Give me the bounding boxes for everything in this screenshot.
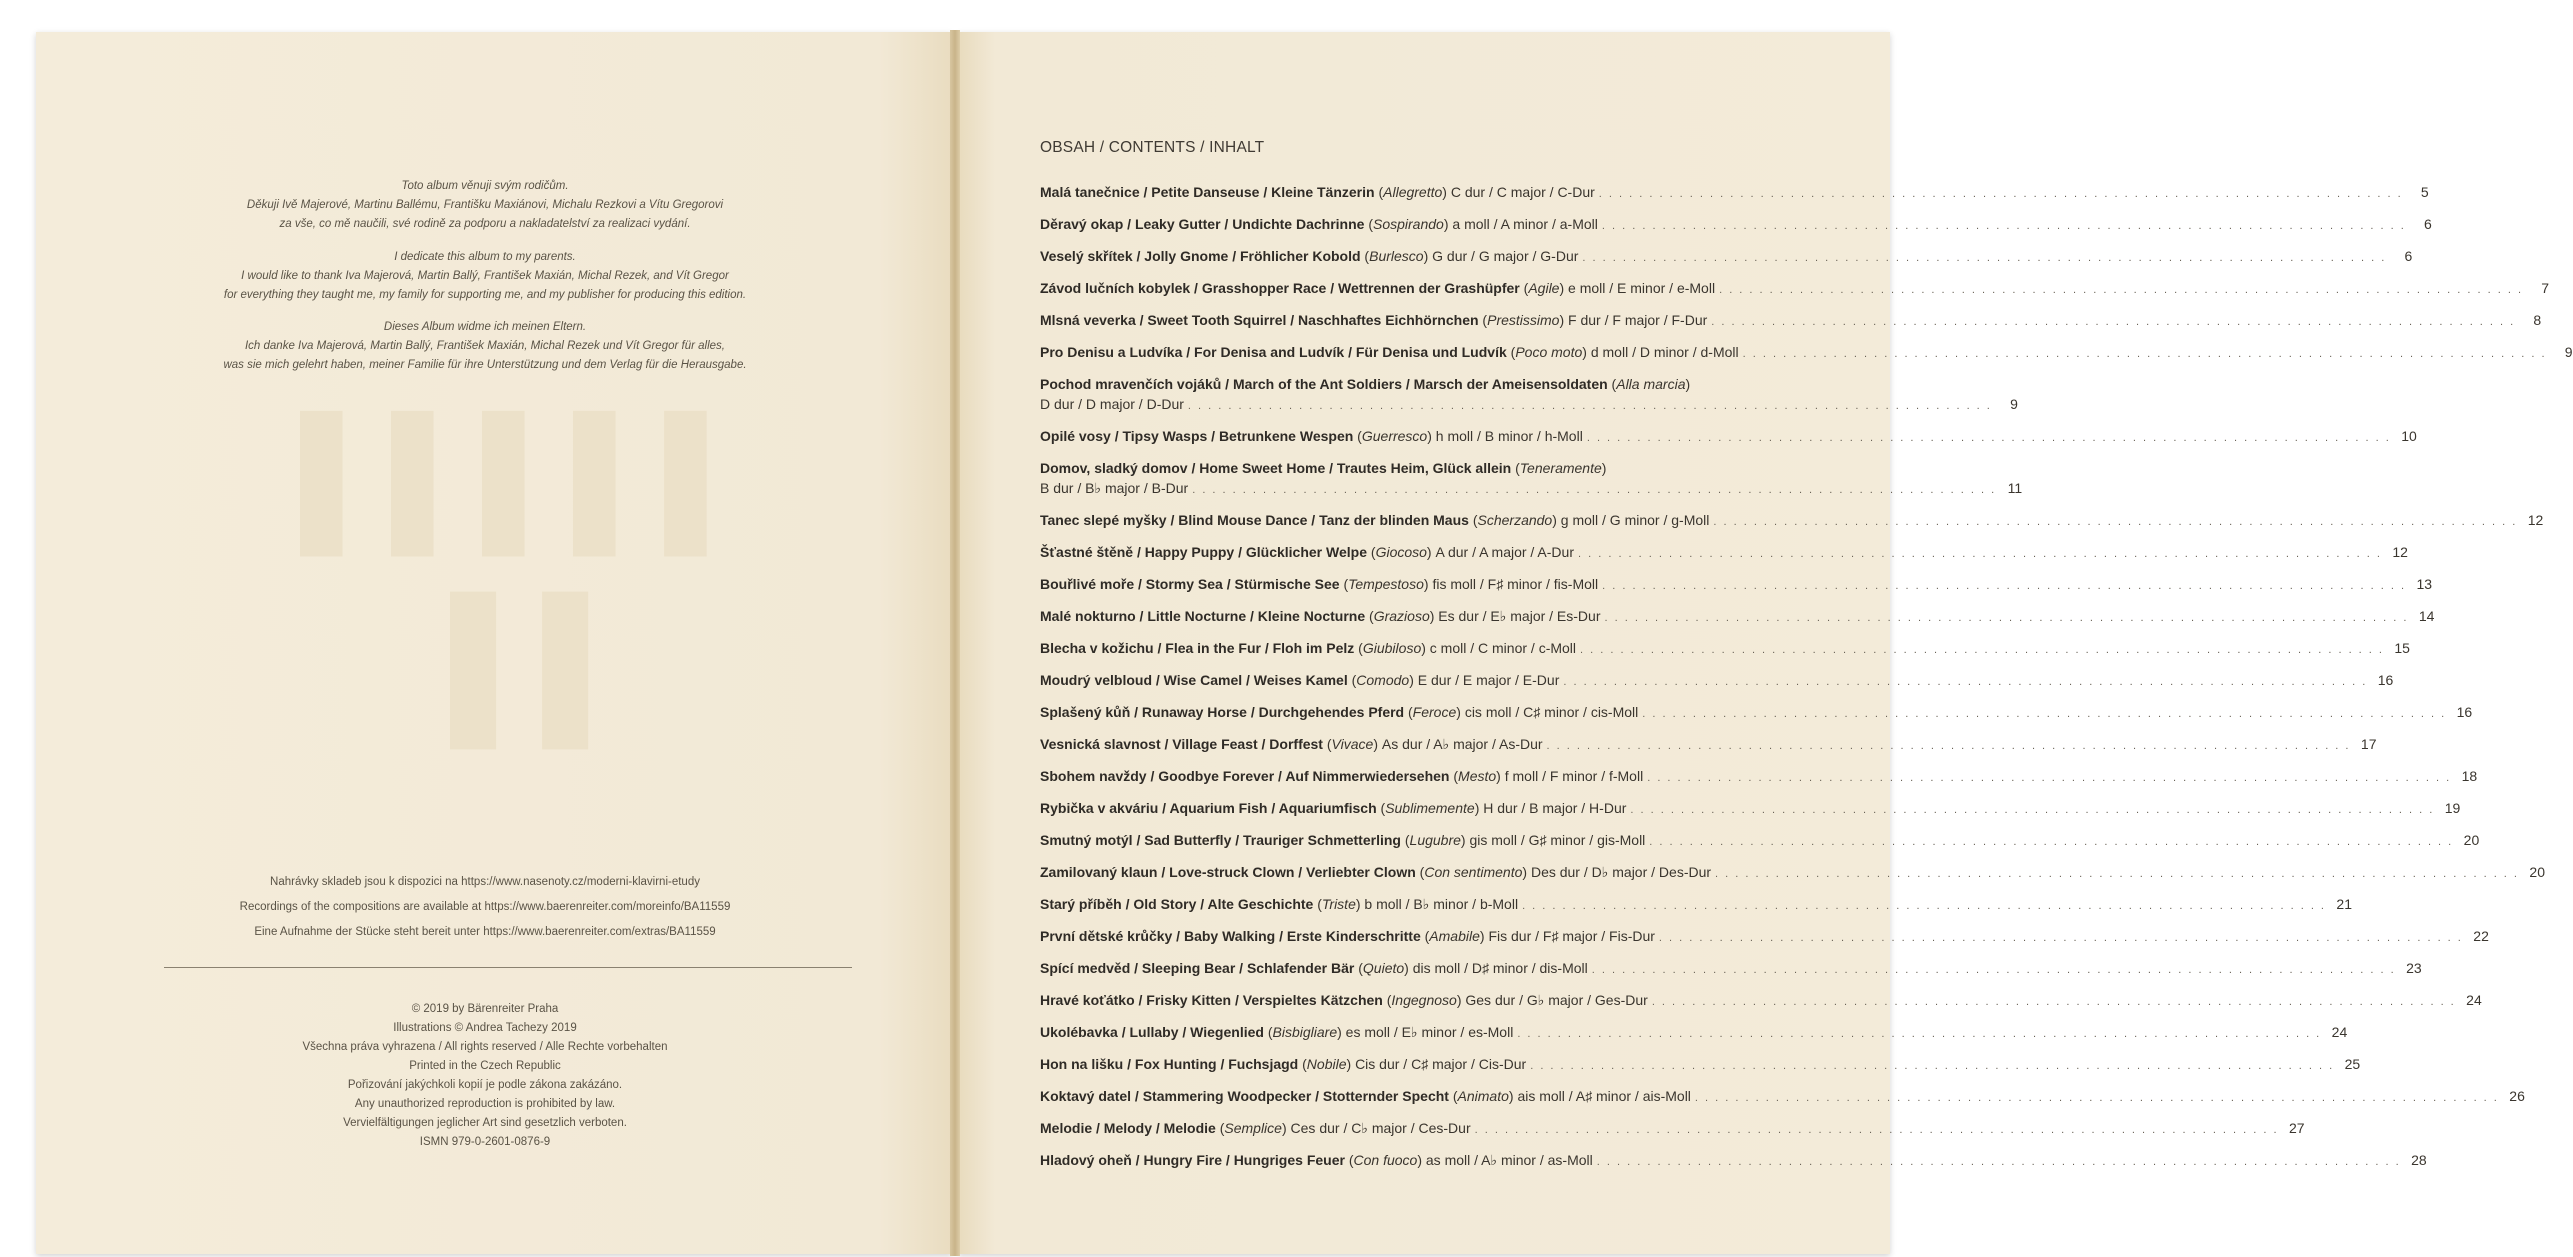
toc-entry <box>1040 512 2544 532</box>
toc-entry <box>1040 280 2550 300</box>
toc-entry <box>1040 896 2352 916</box>
toc-title: Mlsná veverka / Sweet Tooth Squirrel / Naschhaftes Eichhörnchen <box>1040 312 1479 328</box>
toc-key: D dur / D major / D-Dur <box>1040 396 1184 412</box>
toc-title: Veselý skřítek / Jolly Gnome / Fröhlicher Kobold <box>1040 248 1361 264</box>
dedication-czech <box>200 177 770 234</box>
toc-page-number: 8 <box>2533 312 2542 328</box>
toc-key: g moll / G minor / g-Moll <box>1560 512 1710 528</box>
divider-rule <box>164 967 852 968</box>
toc-entry <box>1040 544 2408 564</box>
toc-page-number: 15 <box>2394 640 2410 656</box>
toc-page-number: 10 <box>2401 428 2417 444</box>
toc-tempo: Burlesco <box>1369 248 1424 264</box>
toc-line: Starý příběh / Old Story / Alte Geschichte ( Triste ) b moll / B♭ minor / b-Moll . . . . . . . . . . . . . . . . . . . . . . . . . . . . . . . . . . . . . . . . . . . . . . . . . . . . . . . . . . . . . . . . . . . . . . . . . . . . . . . . 21 <box>1040 896 2352 912</box>
toc-title: Šťastné štěně / Happy Puppy / Glücklicher Welpe <box>1040 544 1367 560</box>
toc-entry <box>1040 1120 2305 1140</box>
toc-page-number: 6 <box>2424 216 2432 232</box>
toc-leader-dots: . . . . . . . . . . . . . . . . . . . . . . . . . . . . . . . . . . . . . . . . . . . . . . . . . . . . . . . . . . . . . . . . . . . . . . . . . . . . . . . . <box>1651 996 2456 1008</box>
toc-title: Starý příběh / Old Story / Alte Geschichte <box>1040 896 1314 912</box>
toc-tempo: Lugubre <box>1409 832 1461 848</box>
toc-entry <box>1040 184 2429 204</box>
dedication-line: Dieses Album widme ich meinen Eltern. <box>383 321 587 333</box>
dedication-line: I would like to thank Iva Majerová, Martin Ballý, František Maxián, Michal Rezek, and Vít Gregor <box>241 270 729 282</box>
toc-title: Pro Denisu a Ludvíka / For Denisa and Ludvík / Für Denisa und Ludvík <box>1040 344 1507 360</box>
toc-entry <box>1040 344 2573 364</box>
toc-line: Veselý skřítek / Jolly Gnome / Fröhlicher Kobold ( Burlesco ) G dur / G major / G-Dur . . . . . . . . . . . . . . . . . . . . . . . . . . . . . . . . . . . . . . . . . . . . . . . . . . . . . . . . . . . . . . . . . . . . . . . . . . . . . . . . 6 <box>1040 248 2413 264</box>
imprint-line: Pořizování jakýchkoli kopií je podle zákona zakázáno. <box>347 1079 623 1091</box>
toc-leader-dots: . . . . . . . . . . . . . . . . . . . . . . . . . . . . . . . . . . . . . . . . . . . . . . . . . . . . . . . . . . . . . . . . . . . . . . . . . . . . . . . . <box>1530 1060 2335 1072</box>
toc-line: Spící medvěd / Sleeping Bear / Schlafender Bär ( Quieto ) dis moll / D♯ minor / dis-Moll . . . . . . . . . . . . . . . . . . . . . . . . . . . . . . . . . . . . . . . . . . . . . . . . . . . . . . . . . . . . . . . . . . . . . . . . . . . . . . . . 23 <box>1040 960 2422 976</box>
toc-leader-dots: . . . . . . . . . . . . . . . . . . . . . . . . . . . . . . . . . . . . . . . . . . . . . . . . . . . . . . . . . . . . . . . . . . . . . . . . . . . . . . . . <box>1517 1028 2322 1040</box>
toc-line: Mlsná veverka / Sweet Tooth Squirrel / Naschhaftes Eichhörnchen ( Prestissimo ) F dur / F major / F-Dur . . . . . . . . . . . . . . . . . . . . . . . . . . . . . . . . . . . . . . . . . . . . . . . . . . . . . . . . . . . . . . . . . . . . . . . . . . . . . . . . 8 <box>1040 312 2542 328</box>
toc-line: Sbohem navždy / Goodbye Forever / Auf Nimmerwiedersehen ( Mesto ) f moll / F minor / f-Moll . . . . . . . . . . . . . . . . . . . . . . . . . . . . . . . . . . . . . . . . . . . . . . . . . . . . . . . . . . . . . . . . . . . . . . . . . . . . . . . . 18 <box>1040 768 2478 784</box>
toc-title: Hon na lišku / Fox Hunting / Fuchsjagd <box>1040 1056 1299 1072</box>
toc-page-number: 24 <box>2466 992 2482 1008</box>
toc-page-number: 16 <box>2377 672 2394 688</box>
toc-entry <box>1040 800 2461 820</box>
toc-leader-dots: . . . . . . . . . . . . . . . . . . . . . . . . . . . . . . . . . . . . . . . . . . . . . . . . . . . . . . . . . . . . . . . . . . . . . . . . . . . . . . . . <box>1694 1092 2499 1104</box>
dedication-line: za vše, co mě naučili, své rodině za podporu a nakladatelství za realizaci vydání. <box>279 218 691 230</box>
dedication-line: Děkuji Ivě Majerové, Martinu Ballému, Františku Maxiánovi, Michalu Rezkovi a Vítu Gregorovi <box>246 199 724 211</box>
toc-key: ais moll / A♯ minor / ais-Moll <box>1517 1088 1691 1104</box>
dedication-english <box>200 248 770 305</box>
toc-leader-dots: . . . . . . . . . . . . . . . . . . . . . . . . . . . . . . . . . . . . . . . . . . . . . . . . . . . . . . . . . . . . . . . . . . . . . . . . . . . . . . . . <box>1649 836 2454 848</box>
toc-leader-dots: . . . . . . . . . . . . . . . . . . . . . . . . . . . . . . . . . . . . . . . . . . . . . . . . . . . . . . . . . . . . . . . . . . . . . . . . . . . . . . . . <box>1580 644 2384 656</box>
toc-tempo: Nobile <box>1306 1056 1347 1072</box>
toc-tempo: Comodo <box>1356 672 1410 688</box>
toc-page-number: 25 <box>2344 1056 2361 1072</box>
toc-entry <box>1040 992 2482 1012</box>
toc-key: a moll / A minor / a-Moll <box>1452 216 1598 232</box>
toc-key: As dur / A♭ major / As-Dur <box>1381 736 1543 752</box>
toc-line: Šťastné štěně / Happy Puppy / Glücklicher Welpe ( Giocoso ) A dur / A major / A-Dur . . . . . . . . . . . . . . . . . . . . . . . . . . . . . . . . . . . . . . . . . . . . . . . . . . . . . . . . . . . . . . . . . . . . . . . . . . . . . . . . 12 <box>1040 544 2408 560</box>
toc-tempo: Teneramente <box>1519 460 1602 476</box>
toc-title: Rybička v akváriu / Aquarium Fish / Aquariumfisch <box>1040 800 1377 816</box>
toc-line: Bouřlivé moře / Stormy Sea / Stürmische See ( Tempestoso ) fis moll / F♯ minor / fis-Moll . . . . . . . . . . . . . . . . . . . . . . . . . . . . . . . . . . . . . . . . . . . . . . . . . . . . . . . . . . . . . . . . . . . . . . . . . . . . . . . . 13 <box>1040 576 2433 592</box>
toc-tempo: Allegretto <box>1383 184 1443 200</box>
toc-page-number: 21 <box>2336 896 2352 912</box>
toc-title: Pochod mravenčích vojáků / March of the Ant Soldiers / Marsch der Ameisensoldaten <box>1040 376 1608 392</box>
toc-key: d moll / D minor / d-Moll <box>1590 344 1739 360</box>
toc-entry <box>1040 928 2489 948</box>
toc-title: Děravý okap / Leaky Gutter / Undichte Dachrinne <box>1040 216 1365 232</box>
toc-tempo: Tempestoso <box>1348 576 1424 592</box>
toc-tempo: Quieto <box>1362 960 1405 976</box>
toc-key: Des dur / D♭ major / Des-Dur <box>1530 864 1712 880</box>
toc-key: f moll / F minor / f-Moll <box>1504 768 1644 784</box>
toc-key: es moll / E♭ minor / es-Moll <box>1345 1024 1514 1040</box>
toc-key: as moll / A♭ minor / as-Moll <box>1425 1152 1593 1168</box>
toc-tempo: Prestissimo <box>1487 312 1560 328</box>
toc-title: Smutný motýl / Sad Butterfly / Trauriger Schmetterling <box>1040 832 1401 848</box>
toc-title: Ukolébavka / Lullaby / Wiegenlied <box>1040 1024 1264 1040</box>
toc-page-number: 12 <box>2392 544 2408 560</box>
toc-line: Pochod mravenčích vojáků / March of the Ant Soldiers / Marsch der Ameisensoldaten ( Alla marcia ) <box>1040 376 1695 392</box>
toc-leader-dots: . . . . . . . . . . . . . . . . . . . . . . . . . . . . . . . . . . . . . . . . . . . . . . . . . . . . . . . . . . . . . . . . . . . . . . . . . . . . . . . . <box>1742 348 2547 360</box>
toc-page-number: 16 <box>2456 704 2473 720</box>
toc-line: Hravé koťátko / Frisky Kitten / Verspieltes Kätzchen ( Ingegnoso ) Ges dur / G♭ major / Ges-Dur . . . . . . . . . . . . . . . . . . . . . . . . . . . . . . . . . . . . . . . . . . . . . . . . . . . . . . . . . . . . . . . . . . . . . . . . . . . . . . . . 24 <box>1040 992 2482 1008</box>
toc-page-number: 7 <box>2541 280 2550 296</box>
toc-title: První dětské krůčky / Baby Walking / Erste Kinderschritte <box>1040 928 1421 944</box>
toc-tempo: Amabile <box>1429 928 1480 944</box>
toc-title: Tanec slepé myšky / Blind Mouse Dance / Tanz der blinden Maus <box>1040 512 1469 528</box>
toc-entry <box>1040 960 2422 980</box>
toc-tempo: Sospirando <box>1373 216 1444 232</box>
toc-page-number: 12 <box>2527 512 2544 528</box>
toc-key: F dur / F major / F-Dur <box>1568 312 1708 328</box>
toc-tempo: Con fuoco <box>1353 1152 1418 1168</box>
toc-tempo: Con sentimento <box>1424 864 1523 880</box>
toc-line: Děravý okap / Leaky Gutter / Undichte Dachrinne ( Sospirando ) a moll / A minor / a-Moll . . . . . . . . . . . . . . . . . . . . . . . . . . . . . . . . . . . . . . . . . . . . . . . . . . . . . . . . . . . . . . . . . . . . . . . . . . . . . . . . 6 <box>1040 216 2432 232</box>
show-through-mark: ▌▌▌▌▌ <box>300 412 756 546</box>
toc-tempo: Bisbigliare <box>1272 1024 1338 1040</box>
toc-leader-dots: . . . . . . . . . . . . . . . . . . . . . . . . . . . . . . . . . . . . . . . . . . . . . . . . . . . . . . . . . . . . . . . . . . . . . . . . . . . . . . . . <box>1713 516 2518 528</box>
dedication-line: I dedicate this album to my parents. <box>394 251 576 263</box>
toc-title: Melodie / Melody / Melodie <box>1040 1120 1216 1136</box>
imprint-line: ISMN 979-0-2601-0876-9 <box>419 1136 551 1148</box>
toc-leader-dots: . . . . . . . . . . . . . . . . . . . . . . . . . . . . . . . . . . . . . . . . . . . . . . . . . . . . . . . . . . . . . . . . . . . . . . . . . . . . . . . . <box>1642 708 2447 720</box>
toc-line: Tanec slepé myšky / Blind Mouse Dance / Tanz der blinden Maus ( Scherzando ) g moll / G minor / g-Moll . . . . . . . . . . . . . . . . . . . . . . . . . . . . . . . . . . . . . . . . . . . . . . . . . . . . . . . . . . . . . . . . . . . . . . . . . . . . . . . . 12 <box>1040 512 2544 528</box>
imprint-line: Vervielfältigungen jeglicher Art sind gesetzlich verboten. <box>343 1117 627 1129</box>
toc-entry <box>1040 672 2394 692</box>
toc-entry <box>1040 736 2377 756</box>
toc-key: E dur / E major / E-Dur <box>1417 672 1560 688</box>
toc-key: G dur / G major / G-Dur <box>1432 248 1579 264</box>
toc-line: Blecha v kožichu / Flea in the Fur / Floh im Pelz ( Giubiloso ) c moll / C minor / c-Moll . . . . . . . . . . . . . . . . . . . . . . . . . . . . . . . . . . . . . . . . . . . . . . . . . . . . . . . . . . . . . . . . . . . . . . . . . . . . . . . . 15 <box>1040 640 2410 656</box>
toc-line: Ukolébavka / Lullaby / Wiegenlied ( Bisbigliare ) es moll / E♭ minor / es-Moll . . . . . . . . . . . . . . . . . . . . . . . . . . . . . . . . . . . . . . . . . . . . . . . . . . . . . . . . . . . . . . . . . . . . . . . . . . . . . . . . 24 <box>1040 1024 2348 1040</box>
toc-leader-dots: . . . . . . . . . . . . . . . . . . . . . . . . . . . . . . . . . . . . . . . . . . . . . . . . . . . . . . . . . . . . . . . . . . . . . . . . . . . . . . . . <box>1647 772 2452 784</box>
toc-key: Fis dur / F♯ major / Fis-Dur <box>1488 928 1655 944</box>
toc-leader-dots: . . . . . . . . . . . . . . . . . . . . . . . . . . . . . . . . . . . . . . . . . . . . . . . . . . . . . . . . . . . . . . . . . . . . . . . . . . . . . . . . <box>1192 484 1997 496</box>
toc-title: Blecha v kožichu / Flea in the Fur / Floh im Pelz <box>1040 640 1355 656</box>
toc-key: cis moll / C♯ minor / cis-Moll <box>1464 704 1639 720</box>
toc-line: Zamilovaný klaun / Love-struck Clown / Verliebter Clown ( Con sentimento ) Des dur / D♭ major / Des-Dur . . . . . . . . . . . . . . . . . . . . . . . . . . . . . . . . . . . . . . . . . . . . . . . . . . . . . . . . . . . . . . . . . . . . . . . . . . . . . . . . 20 <box>1040 864 2545 880</box>
toc-leader-dots: . . . . . . . . . . . . . . . . . . . . . . . . . . . . . . . . . . . . . . . . . . . . . . . . . . . . . . . . . . . . . . . . . . . . . . . . . . . . . . . . <box>1602 580 2407 592</box>
toc-leader-dots: . . . . . . . . . . . . . . . . . . . . . . . . . . . . . . . . . . . . . . . . . . . . . . . . . . . . . . . . . . . . . . . . . . . . . . . . . . . . . . . . <box>1474 1124 2279 1136</box>
contents-heading: OBSAH / CONTENTS / INHALT <box>1040 139 1265 156</box>
toc-title: Sbohem navždy / Goodbye Forever / Auf Nimmerwiedersehen <box>1040 768 1450 784</box>
toc-leader-dots: . . . . . . . . . . . . . . . . . . . . . . . . . . . . . . . . . . . . . . . . . . . . . . . . . . . . . . . . . . . . . . . . . . . . . . . . . . . . . . . . <box>1711 316 2516 328</box>
toc-tempo: Alla marcia <box>1616 376 1686 392</box>
toc-page-number: 20 <box>2529 864 2545 880</box>
toc-title: Zamilovaný klaun / Love-struck Clown / Verliebter Clown <box>1040 864 1416 880</box>
toc-leader-dots: . . . . . . . . . . . . . . . . . . . . . . . . . . . . . . . . . . . . . . . . . . . . . . . . . . . . . . . . . . . . . . . . . . . . . . . . . . . . . . . . <box>1596 1156 2401 1168</box>
toc-title: Malé nokturno / Little Nocturne / Kleine Nocturne <box>1040 608 1366 624</box>
dedication-line: Toto album věnuji svým rodičům. <box>401 180 569 192</box>
toc-leader-dots: . . . . . . . . . . . . . . . . . . . . . . . . . . . . . . . . . . . . . . . . . . . . . . . . . . . . . . . . . . . . . . . . . . . . . . . . . . . . . . . . <box>1546 740 2351 752</box>
toc-line: Melodie / Melody / Melodie ( Semplice ) Ces dur / C♭ major / Ces-Dur . . . . . . . . . . . . . . . . . . . . . . . . . . . . . . . . . . . . . . . . . . . . . . . . . . . . . . . . . . . . . . . . . . . . . . . . . . . . . . . . 27 <box>1040 1120 2305 1136</box>
show-through-mark: ▌▌ <box>450 592 635 738</box>
imprint-line: Illustrations © Andrea Tachezy 2019 <box>393 1022 577 1034</box>
toc-entry <box>1040 1088 2525 1108</box>
toc-page-number: 28 <box>2411 1152 2427 1168</box>
toc-tempo: Vivace <box>1331 736 1374 752</box>
toc-title: Koktavý datel / Stammering Woodpecker / Stotternder Specht <box>1040 1088 1449 1104</box>
imprint-line: Všechna práva vyhrazena / All rights reserved / Alle Rechte vorbehalten <box>302 1041 668 1053</box>
toc-title: Hladový oheň / Hungry Fire / Hungriges Feuer <box>1040 1152 1345 1168</box>
toc-tempo: Giocoso <box>1375 544 1427 560</box>
toc-line: Splašený kůň / Runaway Horse / Durchgehendes Pferd ( Feroce ) cis moll / C♯ minor / cis-Moll . . . . . . . . . . . . . . . . . . . . . . . . . . . . . . . . . . . . . . . . . . . . . . . . . . . . . . . . . . . . . . . . . . . . . . . . . . . . . . . . 16 <box>1040 704 2473 720</box>
toc-key: dis moll / D♯ minor / dis-Moll <box>1412 960 1588 976</box>
toc-title: Moudrý velbloud / Wise Camel / Weises Kamel <box>1040 672 1348 688</box>
toc-line: Hladový oheň / Hungry Fire / Hungriges Feuer ( Con fuoco ) as moll / A♭ minor / as-Moll . . . . . . . . . . . . . . . . . . . . . . . . . . . . . . . . . . . . . . . . . . . . . . . . . . . . . . . . . . . . . . . . . . . . . . . . . . . . . . . . 28 <box>1040 1152 2427 1168</box>
toc-entry <box>1040 460 2023 500</box>
toc-key: H dur / B major / H-Dur <box>1483 800 1627 816</box>
toc-title: Vesnická slavnost / Village Feast / Dorffest <box>1040 736 1323 752</box>
toc-page-number: 5 <box>2420 184 2429 200</box>
toc-entry <box>1040 1024 2348 1044</box>
imprint-line: © 2019 by Bärenreiter Praha <box>411 1003 559 1015</box>
toc-line: Malá tanečnice / Petite Danseuse / Kleine Tänzerin ( Allegretto ) C dur / C major / C-Dur . . . . . . . . . . . . . . . . . . . . . . . . . . . . . . . . . . . . . . . . . . . . . . . . . . . . . . . . . . . . . . . . . . . . . . . . . . . . . . . . 5 <box>1040 184 2429 200</box>
toc-key: Ces dur / C♭ major / Ces-Dur <box>1290 1120 1471 1136</box>
toc-page-number: 20 <box>2463 832 2480 848</box>
recordings-info <box>200 870 770 945</box>
toc-page-number: 14 <box>2418 608 2435 624</box>
toc-entry <box>1040 1056 2361 1076</box>
toc-entry <box>1040 832 2480 852</box>
toc-line: Závod lučních kobylek / Grasshopper Race / Wettrennen der Grashüpfer ( Agile ) e moll / E minor / e-Moll . . . . . . . . . . . . . . . . . . . . . . . . . . . . . . . . . . . . . . . . . . . . . . . . . . . . . . . . . . . . . . . . . . . . . . . . . . . . . . . . 7 <box>1040 280 2550 296</box>
toc-title: Domov, sladký domov / Home Sweet Home / Trautes Heim, Glück allein <box>1040 460 1512 476</box>
toc-key: b moll / B♭ minor / b-Moll <box>1364 896 1519 912</box>
toc-page-number: 9 <box>2010 396 2018 412</box>
toc-page-number: 11 <box>2007 480 2023 496</box>
toc-page-number: 6 <box>2404 248 2413 264</box>
imprint-line: Any unauthorized reproduction is prohibited by law. <box>354 1098 616 1110</box>
toc-entry <box>1040 428 2417 448</box>
toc-tempo: Agile <box>1528 280 1560 296</box>
toc-line: Malé nokturno / Little Nocturne / Kleine Nocturne ( Grazioso ) Es dur / E♭ major / Es-Dur . . . . . . . . . . . . . . . . . . . . . . . . . . . . . . . . . . . . . . . . . . . . . . . . . . . . . . . . . . . . . . . . . . . . . . . . . . . . . . . . 14 <box>1040 608 2435 624</box>
toc-entry <box>1040 1152 2427 1172</box>
toc-line: První dětské krůčky / Baby Walking / Erste Kinderschritte ( Amabile ) Fis dur / F♯ major / Fis-Dur . . . . . . . . . . . . . . . . . . . . . . . . . . . . . . . . . . . . . . . . . . . . . . . . . . . . . . . . . . . . . . . . . . . . . . . . . . . . . . . . 22 <box>1040 928 2489 944</box>
toc-page-number: 27 <box>2288 1120 2305 1136</box>
toc-page-number: 26 <box>2509 1088 2525 1104</box>
toc-title: Bouřlivé moře / Stormy Sea / Stürmische See <box>1040 576 1340 592</box>
toc-key: Ges dur / G♭ major / Ges-Dur <box>1465 992 1648 1008</box>
toc-tempo: Feroce <box>1412 704 1457 720</box>
toc-entry <box>1040 864 2545 884</box>
toc-line: Koktavý datel / Stammering Woodpecker / Stotternder Specht ( Animato ) ais moll / A♯ minor / ais-Moll . . . . . . . . . . . . . . . . . . . . . . . . . . . . . . . . . . . . . . . . . . . . . . . . . . . . . . . . . . . . . . . . . . . . . . . . . . . . . . . . 26 <box>1040 1088 2525 1104</box>
dedication-german <box>200 318 770 375</box>
toc-title: Hravé koťátko / Frisky Kitten / Verspieltes Kätzchen <box>1040 992 1383 1008</box>
toc-tempo: Poco moto <box>1515 344 1583 360</box>
toc-entry <box>1040 312 2542 332</box>
toc-leader-dots: . . . . . . . . . . . . . . . . . . . . . . . . . . . . . . . . . . . . . . . . . . . . . . . . . . . . . . . . . . . . . . . . . . . . . . . . . . . . . . . . <box>1601 220 2406 232</box>
toc-page-number: 9 <box>2564 344 2573 360</box>
toc-key: C dur / C major / C-Dur <box>1450 184 1595 200</box>
imprint <box>250 1000 720 1152</box>
toc-line: Domov, sladký domov / Home Sweet Home / Trautes Heim, Glück allein ( Teneramente ) <box>1040 460 1611 476</box>
toc-key: fis moll / F♯ minor / fis-Moll <box>1432 576 1599 592</box>
toc-tempo: Scherzando <box>1477 512 1553 528</box>
toc-key: Cis dur / C♯ major / Cis-Dur <box>1355 1056 1527 1072</box>
toc-page-number: 18 <box>2461 768 2478 784</box>
toc-line: Rybička v akváriu / Aquarium Fish / Aquariumfisch ( Sublimemente ) H dur / B major / H-Dur . . . . . . . . . . . . . . . . . . . . . . . . . . . . . . . . . . . . . . . . . . . . . . . . . . . . . . . . . . . . . . . . . . . . . . . . . . . . . . . . 19 <box>1040 800 2461 816</box>
toc-key: c moll / C minor / c-Moll <box>1429 640 1577 656</box>
toc-key: B dur / B♭ major / B-Dur <box>1040 480 1189 496</box>
toc-key: h moll / B minor / h-Moll <box>1435 428 1583 444</box>
toc-page-number: 23 <box>2406 960 2422 976</box>
toc-key: Es dur / E♭ major / Es-Dur <box>1438 608 1601 624</box>
toc-line <box>1040 396 2018 416</box>
toc-leader-dots: . . . . . . . . . . . . . . . . . . . . . . . . . . . . . . . . . . . . . . . . . . . . . . . . . . . . . . . . . . . . . . . . . . . . . . . . . . . . . . . . <box>1598 188 2403 200</box>
recordings-line: Recordings of the compositions are available at https://www.baerenreiter.com/moreinfo/BA11559 <box>239 901 731 913</box>
toc-title: Závod lučních kobylek / Grasshopper Race / Wettrennen der Grashüpfer <box>1040 280 1520 296</box>
book-spine <box>950 30 960 1256</box>
contents-list <box>1040 184 2573 1184</box>
toc-line: Opilé vosy / Tipsy Wasps / Betrunkene Wespen ( Guerresco ) h moll / B minor / h-Moll . . . . . . . . . . . . . . . . . . . . . . . . . . . . . . . . . . . . . . . . . . . . . . . . . . . . . . . . . . . . . . . . . . . . . . . . . . . . . . . . 10 <box>1040 428 2417 444</box>
toc-leader-dots: . . . . . . . . . . . . . . . . . . . . . . . . . . . . . . . . . . . . . . . . . . . . . . . . . . . . . . . . . . . . . . . . . . . . . . . . . . . . . . . . <box>1582 252 2387 264</box>
toc-line: Smutný motýl / Sad Butterfly / Trauriger Schmetterling ( Lugubre ) gis moll / G♯ minor / gis-Moll . . . . . . . . . . . . . . . . . . . . . . . . . . . . . . . . . . . . . . . . . . . . . . . . . . . . . . . . . . . . . . . . . . . . . . . . . . . . . . . . 20 <box>1040 832 2480 848</box>
toc-key: e moll / E minor / e-Moll <box>1568 280 1716 296</box>
toc-line: Pro Denisu a Ludvíka / For Denisa and Ludvík / Für Denisa und Ludvík ( Poco moto ) d moll / D minor / d-Moll . . . . . . . . . . . . . . . . . . . . . . . . . . . . . . . . . . . . . . . . . . . . . . . . . . . . . . . . . . . . . . . . . . . . . . . . . . . . . . . . 9 <box>1040 344 2573 360</box>
toc-line: Hon na lišku / Fox Hunting / Fuchsjagd ( Nobile ) Cis dur / C♯ major / Cis-Dur . . . . . . . . . . . . . . . . . . . . . . . . . . . . . . . . . . . . . . . . . . . . . . . . . . . . . . . . . . . . . . . . . . . . . . . . . . . . . . . . 25 <box>1040 1056 2361 1072</box>
toc-leader-dots: . . . . . . . . . . . . . . . . . . . . . . . . . . . . . . . . . . . . . . . . . . . . . . . . . . . . . . . . . . . . . . . . . . . . . . . . . . . . . . . . <box>1591 964 2396 976</box>
dedication-line: for everything they taught me, my family for supporting me, and my publisher for producing this edition. <box>223 289 747 301</box>
toc-leader-dots: . . . . . . . . . . . . . . . . . . . . . . . . . . . . . . . . . . . . . . . . . . . . . . . . . . . . . . . . . . . . . . . . . . . . . . . . . . . . . . . . <box>1604 612 2409 624</box>
toc-page-number: 24 <box>2331 1024 2348 1040</box>
toc-tempo: Grazioso <box>1373 608 1430 624</box>
toc-title: Splašený kůň / Runaway Horse / Durchgehendes Pferd <box>1040 704 1405 720</box>
toc-line: Moudrý velbloud / Wise Camel / Weises Kamel ( Comodo ) E dur / E major / E-Dur . . . . . . . . . . . . . . . . . . . . . . . . . . . . . . . . . . . . . . . . . . . . . . . . . . . . . . . . . . . . . . . . . . . . . . . . . . . . . . . . 16 <box>1040 672 2394 688</box>
toc-leader-dots: . . . . . . . . . . . . . . . . . . . . . . . . . . . . . . . . . . . . . . . . . . . . . . . . . . . . . . . . . . . . . . . . . . . . . . . . . . . . . . . . <box>1719 284 2524 296</box>
toc-leader-dots: . . . . . . . . . . . . . . . . . . . . . . . . . . . . . . . . . . . . . . . . . . . . . . . . . . . . . . . . . . . . . . . . . . . . . . . . . . . . . . . . <box>1522 900 2326 912</box>
imprint-line: Printed in the Czech Republic <box>409 1060 561 1072</box>
toc-leader-dots: . . . . . . . . . . . . . . . . . . . . . . . . . . . . . . . . . . . . . . . . . . . . . . . . . . . . . . . . . . . . . . . . . . . . . . . . . . . . . . . . <box>1578 548 2382 560</box>
toc-leader-dots: . . . . . . . . . . . . . . . . . . . . . . . . . . . . . . . . . . . . . . . . . . . . . . . . . . . . . . . . . . . . . . . . . . . . . . . . . . . . . . . . <box>1563 676 2368 688</box>
toc-tempo: Giubiloso <box>1362 640 1422 656</box>
toc-page-number: 13 <box>2416 576 2433 592</box>
toc-leader-dots: . . . . . . . . . . . . . . . . . . . . . . . . . . . . . . . . . . . . . . . . . . . . . . . . . . . . . . . . . . . . . . . . . . . . . . . . . . . . . . . . <box>1715 868 2519 880</box>
toc-page-number: 22 <box>2473 928 2489 944</box>
recordings-line: Eine Aufnahme der Stücke steht bereit unter https://www.baerenreiter.com/extras/BA11559 <box>254 926 716 938</box>
toc-leader-dots: . . . . . . . . . . . . . . . . . . . . . . . . . . . . . . . . . . . . . . . . . . . . . . . . . . . . . . . . . . . . . . . . . . . . . . . . . . . . . . . . <box>1658 932 2463 944</box>
toc-title: Malá tanečnice / Petite Danseuse / Kleine Tänzerin <box>1040 184 1375 200</box>
toc-tempo: Semplice <box>1224 1120 1282 1136</box>
toc-tempo: Sublimemente <box>1385 800 1475 816</box>
toc-tempo: Guerresco <box>1361 428 1428 444</box>
toc-entry <box>1040 704 2473 724</box>
toc-leader-dots: . . . . . . . . . . . . . . . . . . . . . . . . . . . . . . . . . . . . . . . . . . . . . . . . . . . . . . . . . . . . . . . . . . . . . . . . . . . . . . . . <box>1586 432 2391 444</box>
toc-page-number: 17 <box>2360 736 2377 752</box>
toc-entry <box>1040 608 2435 628</box>
toc-entry <box>1040 248 2413 268</box>
toc-key: gis moll / G♯ minor / gis-Moll <box>1469 832 1646 848</box>
dedication-line: Ich danke Iva Majerová, Martin Ballý, František Maxián, Michal Rezek und Vít Gregor für alles, <box>244 340 725 352</box>
toc-title: Opilé vosy / Tipsy Wasps / Betrunkene Wespen <box>1040 428 1354 444</box>
toc-line: Vesnická slavnost / Village Feast / Dorffest ( Vivace ) As dur / A♭ major / As-Dur . . . . . . . . . . . . . . . . . . . . . . . . . . . . . . . . . . . . . . . . . . . . . . . . . . . . . . . . . . . . . . . . . . . . . . . . . . . . . . . . 17 <box>1040 736 2377 752</box>
dedication-line: was sie mich gelehrt haben, meiner Familie für ihre Unterstützung und dem Verlag für die Herausgabe. <box>223 359 747 371</box>
toc-tempo: Ingegnoso <box>1391 992 1457 1008</box>
toc-key: A dur / A major / A-Dur <box>1435 544 1574 560</box>
toc-leader-dots: . . . . . . . . . . . . . . . . . . . . . . . . . . . . . . . . . . . . . . . . . . . . . . . . . . . . . . . . . . . . . . . . . . . . . . . . . . . . . . . . <box>1630 804 2435 816</box>
toc-title: Spící medvěd / Sleeping Bear / Schlafender Bär <box>1040 960 1355 976</box>
toc-page-number: 19 <box>2444 800 2461 816</box>
toc-entry <box>1040 576 2433 596</box>
toc-tempo: Animato <box>1457 1088 1509 1104</box>
toc-entry <box>1040 376 2018 416</box>
toc-entry <box>1040 768 2478 788</box>
toc-leader-dots: . . . . . . . . . . . . . . . . . . . . . . . . . . . . . . . . . . . . . . . . . . . . . . . . . . . . . . . . . . . . . . . . . . . . . . . . . . . . . . . . <box>1187 400 1992 412</box>
toc-tempo: Mesto <box>1458 768 1497 784</box>
recordings-line: Nahrávky skladeb jsou k dispozici na https://www.nasenoty.cz/moderni-klavirni-etudy <box>270 876 700 888</box>
toc-line <box>1040 480 2023 500</box>
toc-tempo: Triste <box>1321 896 1356 912</box>
toc-entry <box>1040 640 2410 660</box>
toc-entry <box>1040 216 2432 236</box>
